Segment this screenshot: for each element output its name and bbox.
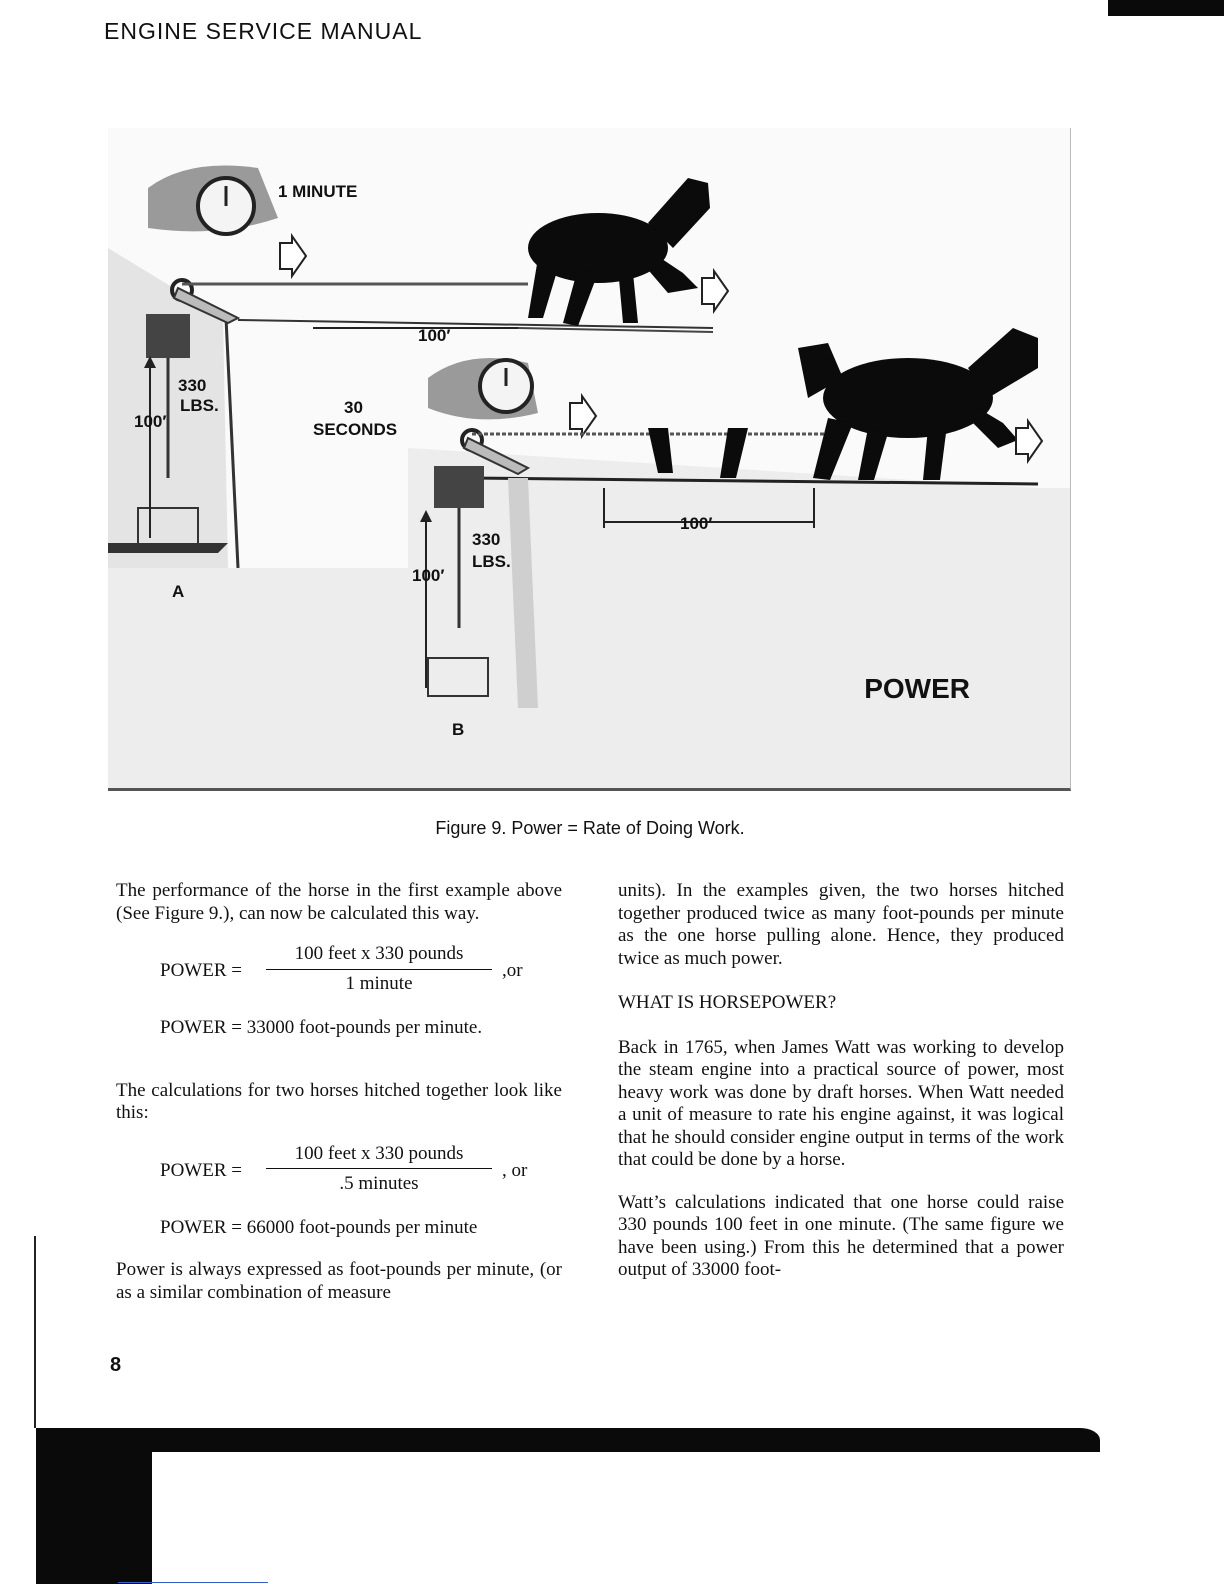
intro-paragraph: The performance of the horse in the first example above (See Figure 9.), can now be calculated this way. <box>116 880 562 924</box>
figure-caption: Figure 9. Power = Rate of Doing Work. <box>435 818 745 838</box>
label-1-minute: 1 MINUTE <box>278 182 358 201</box>
eq2-result: POWER = 66000 foot-pounds per minute <box>160 1216 478 1238</box>
label-height-a: 100′ <box>134 412 167 431</box>
figure-title: POWER <box>864 673 970 704</box>
label-weight-b-num: 330 <box>472 530 501 549</box>
equation-two-horses <box>116 1143 562 1203</box>
eq1-lhs: POWER = <box>160 960 242 981</box>
left-column <box>116 880 562 1304</box>
eq1-tail: ,or <box>502 960 523 981</box>
label-distance-a: 100′ <box>418 326 451 345</box>
right-column <box>618 880 1064 1282</box>
page-header: ENGINE SERVICE MANUAL <box>104 18 423 44</box>
eq2-numerator: 100 feet x 330 pounds <box>266 1143 492 1170</box>
scan-margin-line <box>34 1236 36 1428</box>
label-height-b: 100′ <box>412 566 445 585</box>
watt-paragraph: Back in 1765, when James Watt was working to develop the steam engine into a practical source of power, most heavy work was done by draft horses. When Watt needed a unit of measure to rate his engine against, it was logical that he should consider engine output in terms of the work that could be done by a horse. <box>618 1036 1064 1170</box>
scan-bottom-bar <box>36 1428 1100 1452</box>
eq2-lhs: POWER = <box>160 1159 242 1181</box>
page-number: 8 <box>110 1354 122 1376</box>
weight-block-b <box>434 466 484 508</box>
label-seconds: SECONDS <box>313 420 398 439</box>
label-distance-b: 100′ <box>680 514 713 533</box>
two-horses-paragraph: The calculations for two horses hitched together look like this: <box>116 1079 562 1123</box>
scan-bottom-block <box>36 1450 152 1584</box>
corner-tab <box>1108 0 1224 16</box>
label-weight-a-unit: LBS. <box>180 396 219 415</box>
label-weight-a-num: 330 <box>178 376 207 395</box>
closing-paragraph: Power is always expressed as foot-pounds per minute, (or as a similar combination of measure <box>116 1259 562 1303</box>
continued-paragraph: units). In the examples given, the two horses hitched together produced twice as many foot-pounds per minute as the one horse pulling alone. Hence, they produced twice as much power. <box>618 880 1064 969</box>
label-weight-b-unit: LBS. <box>472 552 511 571</box>
figure-power-illustration <box>108 128 1071 791</box>
arrow-icon <box>280 236 306 276</box>
label-thirty: 30 <box>344 398 363 417</box>
label-a: A <box>172 582 185 601</box>
horse-a <box>528 178 710 326</box>
weight-block-a <box>146 314 190 358</box>
eq2-denominator: .5 minutes <box>339 1172 419 1194</box>
horses-b <box>648 328 1038 480</box>
scan-blue-line <box>118 1582 268 1583</box>
eq1-numerator: 100 feet x 330 pounds <box>266 943 492 970</box>
arrow-icon-b <box>570 396 596 436</box>
label-b: B <box>452 720 465 739</box>
equation-one-horse <box>116 943 562 1003</box>
eq1-result: POWER = 33000 foot-pounds per minute. <box>160 1017 483 1038</box>
section-heading: WHAT IS HORSEPOWER? <box>618 992 837 1013</box>
eq2-tail: , or <box>502 1159 528 1181</box>
watt-calculation-paragraph: Watt’s calculations indicated that one horse could raise 330 pounds 100 feet in one minute. (The same figure we have been using.) From this he determined that a power output of 33000 foot- <box>618 1191 1064 1280</box>
eq1-denominator: 1 minute <box>345 973 413 994</box>
